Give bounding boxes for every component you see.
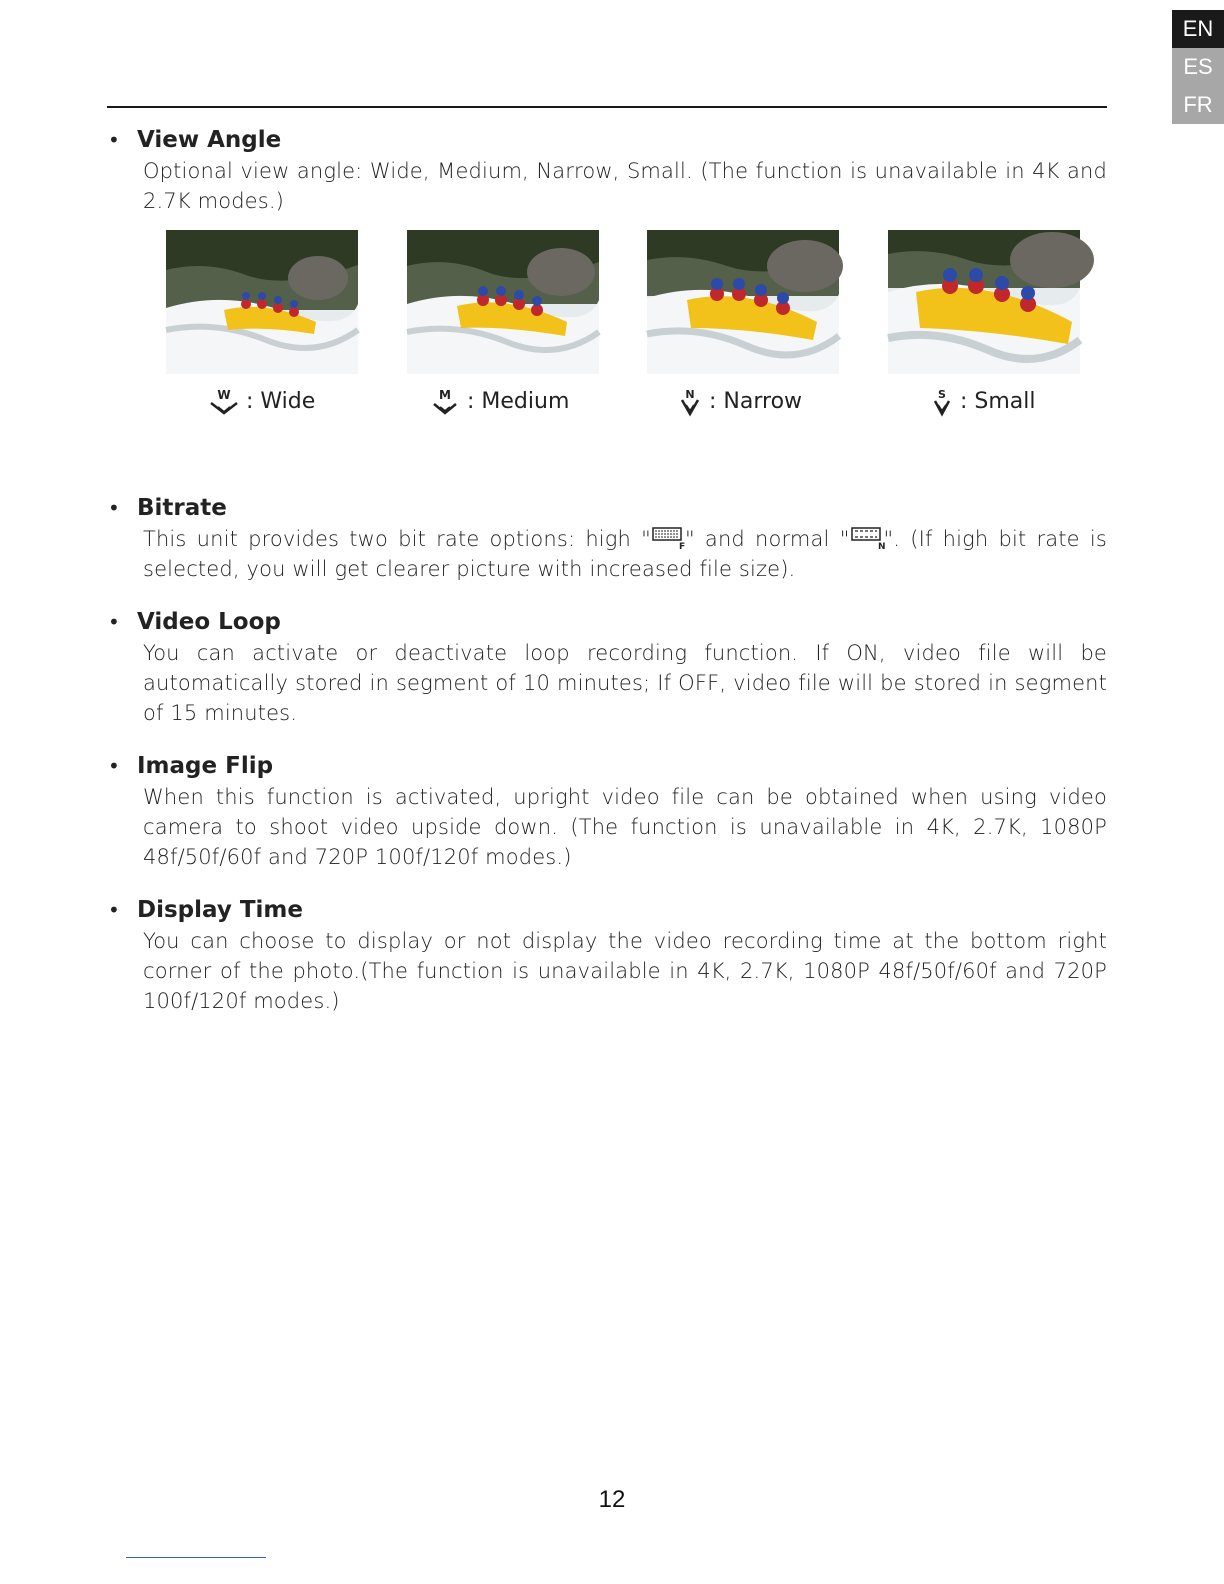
view-angle-small: [888, 230, 1080, 414]
section-view-angle: [108, 124, 1107, 470]
medium-angle-icon-letter: M: [439, 388, 451, 402]
language-tabs: [1172, 10, 1224, 124]
section-video-loop: [108, 606, 1107, 728]
small-angle-icon-letter: S: [938, 388, 946, 401]
high-bitrate-icon: [651, 524, 685, 550]
medium-angle-icon: [429, 387, 461, 417]
view-angle-wide: [166, 230, 358, 414]
rafting-photo-narrow: [647, 230, 839, 374]
wide-angle-icon: [208, 387, 240, 417]
bitrate-text-1: This unit provides two bit rate options: high ": [143, 527, 651, 551]
page-content: [108, 124, 1107, 1038]
view-angle-small-label: : Small: [960, 389, 1036, 414]
view-angle-narrow-caption: [677, 386, 802, 418]
view-angle-medium-caption: [429, 386, 569, 418]
section-body: [143, 524, 1107, 584]
bitrate-text-2: " and normal ": [684, 527, 850, 551]
section-body: Optional view angle: Wide, Medium, Narrow, Small. (The function is unavailable in 4K and 2.7K modes.): [143, 159, 1107, 213]
bullet: •: [108, 496, 120, 520]
rafting-photo-medium: [407, 230, 599, 374]
bitrate-text-3: ". (If high bit rate is selected, you will get clearer picture with increased file size).: [143, 527, 1107, 581]
bullet: •: [108, 128, 120, 152]
wide-angle-icon-letter: W: [217, 388, 231, 402]
normal-bitrate-icon: [850, 524, 884, 550]
normal-bitrate-icon-letter: N: [877, 542, 886, 552]
section-image-flip: [108, 750, 1107, 872]
section-body: You can choose to display or not display the video recording time at the bottom right corner of the photo.(The function is unavailable in 4K, 2.7K, 1080P 48f/50f/60f and 720P 100f/120f modes.): [143, 929, 1107, 1013]
bullet: •: [108, 898, 120, 922]
section-body: You can activate or deactivate loop recording function. If ON, video file will be automatically stored in segment of 10 minutes; If OFF, video file will be stored in segment of 15 minutes.: [143, 641, 1107, 725]
section-bitrate: [108, 492, 1107, 584]
section-title: View Angle: [137, 127, 282, 153]
section-display-time: [108, 894, 1107, 1016]
header-rule: [107, 106, 1107, 108]
small-angle-icon: [930, 387, 954, 417]
rafting-photo-wide: [166, 230, 358, 374]
view-angle-medium: [407, 230, 599, 414]
view-angle-medium-label: : Medium: [467, 389, 570, 414]
view-angle-wide-label: : Wide: [246, 389, 316, 414]
bullet: •: [108, 610, 120, 634]
section-title: Image Flip: [137, 753, 274, 779]
view-angle-narrow: [647, 230, 839, 414]
high-bitrate-icon-letter: F: [678, 542, 686, 552]
footer-link-line: [126, 1557, 266, 1558]
view-angle-narrow-label: : Narrow: [709, 389, 803, 414]
section-title: Bitrate: [137, 495, 227, 521]
lang-tab-fr[interactable]: FR: [1172, 86, 1224, 124]
section-title: Video Loop: [137, 609, 281, 635]
lang-tab-en[interactable]: EN: [1172, 10, 1224, 48]
narrow-angle-icon: [677, 387, 703, 417]
section-body: When this function is activated, upright video file can be obtained when using video camera to shoot video upside down. (The function is unavailable in 4K, 2.7K, 1080P 48f/50f/60f and 720P 100f/120f modes.): [143, 785, 1107, 869]
lang-tab-es[interactable]: ES: [1172, 48, 1224, 86]
narrow-angle-icon-letter: N: [685, 388, 695, 401]
rafting-photo-small: [888, 230, 1080, 374]
section-title: Display Time: [137, 897, 303, 923]
bullet: •: [108, 754, 120, 778]
view-angle-wide-caption: [208, 386, 315, 418]
view-angle-small-caption: [930, 386, 1036, 418]
view-angle-examples: [108, 230, 1107, 450]
page-number: 12: [598, 1486, 626, 1513]
